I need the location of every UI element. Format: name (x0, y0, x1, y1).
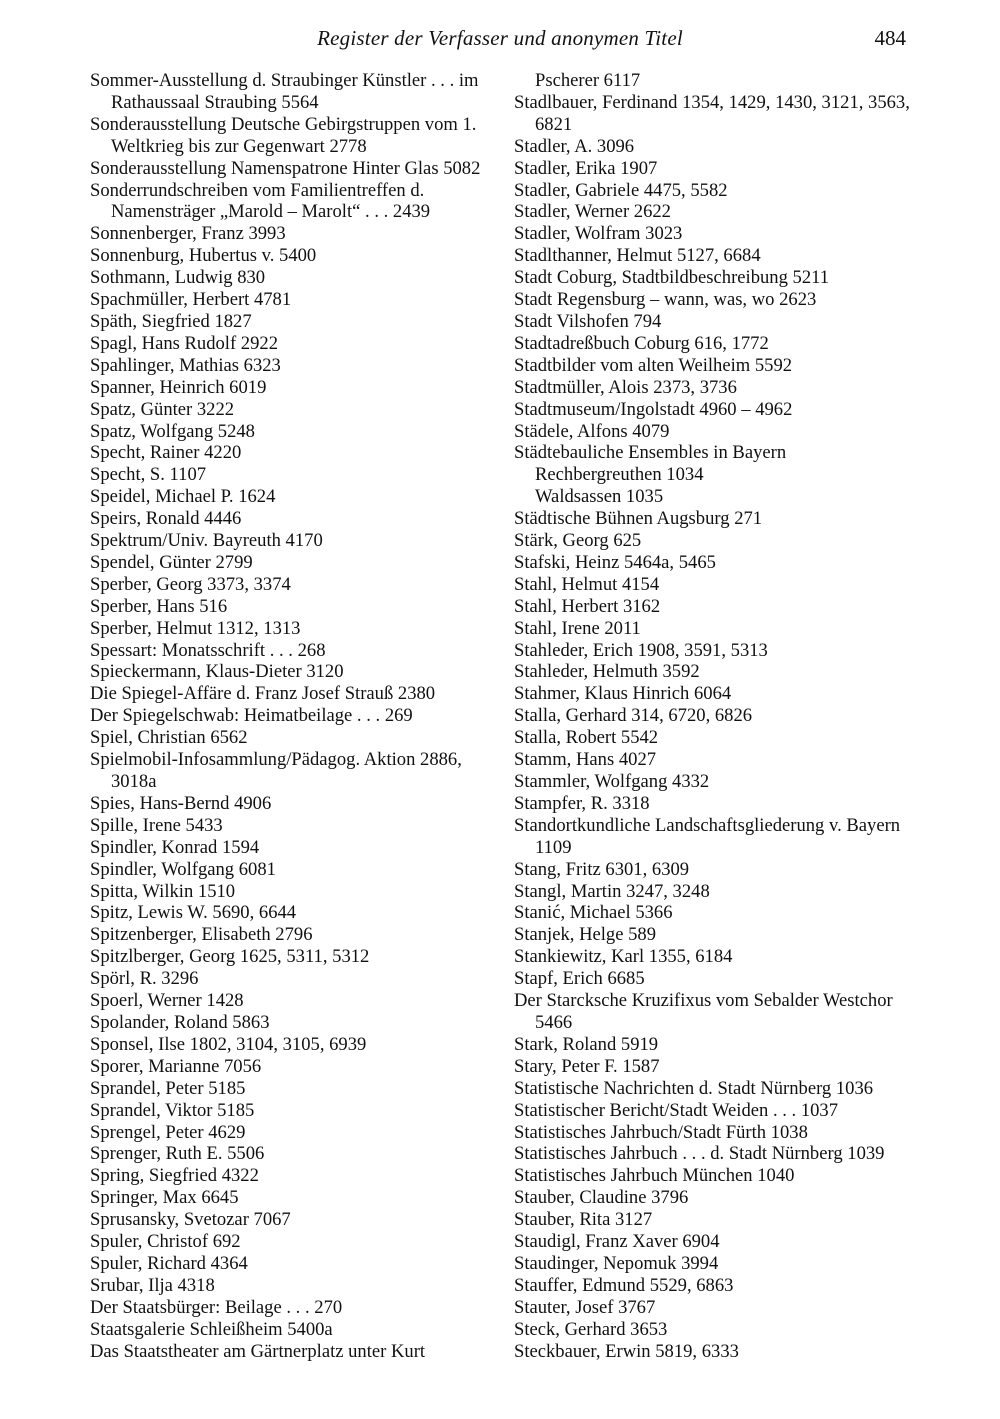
index-entry: Sonderausstellung Deutsche Gebirgstruppen vom 1. Weltkrieg bis zur Gegenwart 2778 (90, 113, 481, 157)
index-entry: Stauber, Claudine 3796 (514, 1187, 689, 1209)
index-entry: Stadler, Gabriele 4475, 5582 (514, 179, 728, 201)
index-entry: Stahl, Herbert 3162 (514, 595, 661, 617)
index-entry: Stahleder, Erich 1908, 3591, 5313 (514, 639, 768, 661)
index-entry: Stauffer, Edmund 5529, 6863 (514, 1274, 734, 1296)
index-entry: Stahl, Irene 2011 (514, 617, 641, 639)
index-entry: Spendel, Günter 2799 (90, 551, 253, 573)
index-entry: Stang, Fritz 6301, 6309 (514, 858, 690, 880)
index-entry: Städele, Alfons 4079 (514, 420, 670, 442)
index-entry: Sporer, Marianne 7056 (90, 1055, 262, 1077)
index-entry: Standortkundliche Landschaftsgliederung v. Bayern 1109 (514, 814, 905, 858)
index-entry: Spuler, Richard 4364 (90, 1252, 248, 1274)
index-entry: Spring, Siegfried 4322 (90, 1165, 259, 1187)
index-entry: Spitzlberger, Georg 1625, 5311, 5312 (90, 946, 370, 968)
index-entry: Stadtmuseum/Ingolstadt 4960 – 4962 (514, 398, 793, 420)
index-entry: Stadtadreßbuch Coburg 616, 1772 (514, 332, 769, 354)
index-entry: Sonderausstellung Namenspatrone Hinter Glas 5082 (90, 157, 481, 179)
index-entry: Spektrum/Univ. Bayreuth 4170 (90, 530, 323, 552)
index-entry: Der Starcksche Kruzifixus vom Sebalder Westchor 5466 (514, 990, 898, 1033)
index-entry: Specht, Rainer 4220 (90, 442, 242, 464)
index-entry: Stanić, Michael 5366 (514, 902, 673, 924)
index-entry: Stary, Peter F. 1587 (514, 1055, 660, 1077)
index-column-left (90, 70, 492, 1362)
index-entry: Staatsgalerie Schleißheim 5400a (90, 1318, 333, 1340)
index-entry: Statistisches Jahrbuch . . . d. Stadt Nürnberg 1039 (514, 1143, 885, 1165)
index-entry: Spuler, Christof 692 (90, 1231, 241, 1253)
index-entry: Stankiewitz, Karl 1355, 6184 (514, 946, 733, 968)
index-entry: Stamm, Hans 4027 (514, 749, 657, 771)
index-entry: Städtebauliche Ensembles in Bayern (514, 442, 787, 464)
index-entry: Stadlthanner, Helmut 5127, 6684 (514, 245, 761, 267)
index-entry: Stadler, Werner 2622 (514, 201, 671, 223)
index-entry: Pscherer 6117 (535, 70, 641, 91)
index-entry: Stafski, Heinz 5464a, 5465 (514, 551, 716, 573)
index-entry: Die Spiegel-Affäre d. Franz Josef Strauß 2380 (90, 683, 436, 705)
index-entry: Spies, Hans-Bernd 4906 (90, 792, 272, 814)
index-entry: Städtische Bühnen Augsburg 271 (514, 508, 763, 530)
index-entry: Stanjek, Helge 589 (514, 924, 657, 946)
index-entry: Stapf, Erich 6685 (514, 968, 645, 990)
index-entry: Spindler, Wolfgang 6081 (90, 858, 276, 880)
index-entry: Stauter, Josef 3767 (514, 1296, 656, 1318)
index-entry: Stauber, Rita 3127 (514, 1209, 653, 1231)
index-entry: Stadler, Wolfram 3023 (514, 223, 683, 245)
index-entry: Stahl, Helmut 4154 (514, 573, 660, 595)
index-entry: Spitz, Lewis W. 5690, 6644 (90, 902, 297, 924)
index-entry: Steckbauer, Erwin 5819, 6333 (514, 1340, 739, 1362)
index-entry: Stahmer, Klaus Hinrich 6064 (514, 683, 732, 705)
index-entry: Sperber, Hans 516 (90, 595, 228, 617)
index-entry: Der Staatsbürger: Beilage . . . 270 (90, 1296, 343, 1318)
index-entry: Spahlinger, Mathias 6323 (90, 354, 281, 376)
index-entry: Stärk, Georg 625 (514, 530, 642, 552)
index-entry: Spatz, Günter 3222 (90, 398, 235, 420)
index-entry: Spoerl, Werner 1428 (90, 990, 244, 1012)
index-entry: Späth, Siegfried 1827 (90, 310, 252, 332)
index-entry: Stadt Vilshofen 794 (514, 310, 662, 332)
index-entry: Das Staatstheater am Gärtnerplatz unter Kurt (90, 1340, 426, 1362)
index-entry: Rechbergreuthen 1034 (535, 464, 704, 486)
index-entry: Stalla, Gerhard 314, 6720, 6826 (514, 705, 753, 727)
index-entry: Stadt Regensburg – wann, was, wo 2623 (514, 289, 817, 311)
index-entry: Sprandel, Viktor 5185 (90, 1099, 255, 1121)
index-entry: Srubar, Ilja 4318 (90, 1274, 215, 1296)
index-entry: Spindler, Konrad 1594 (90, 836, 260, 858)
index-entry: Sonnenberger, Franz 3993 (90, 223, 286, 245)
index-entry: Speirs, Ronald 4446 (90, 508, 242, 530)
index-entry: Spachmüller, Herbert 4781 (90, 289, 292, 311)
index-entry: Sommer-Ausstellung d. Straubinger Künstler . . . im Rathaussaal Straubing 5564 (90, 70, 484, 113)
index-entry: Speidel, Michael P. 1624 (90, 486, 276, 508)
index-entry: Spanner, Heinrich 6019 (90, 376, 267, 398)
index-entry: Sponsel, Ilse 1802, 3104, 3105, 6939 (90, 1033, 367, 1055)
index-entry: Spiel, Christian 6562 (90, 727, 248, 749)
index-entry: Waldsassen 1035 (535, 486, 664, 508)
index-entry: Sonderrundschreiben vom Familientreffen d. Namensträger „Marold – Marolt“ . . . 2439 (90, 179, 431, 223)
running-title: Register der Verfasser und anonymen Titel (317, 26, 683, 50)
index-entry: Sprenger, Ruth E. 5506 (90, 1143, 265, 1165)
index-entry: Spessart: Monatsschrift . . . 268 (90, 639, 326, 661)
index-entry: Stadtmüller, Alois 2373, 3736 (514, 376, 737, 398)
index-entry: Stadler, Erika 1907 (514, 157, 658, 179)
index-entry: Stampfer, R. 3318 (514, 792, 650, 814)
index-entry: Statistischer Bericht/Stadt Weiden . . . 1037 (514, 1099, 839, 1121)
index-entry: Sperber, Georg 3373, 3374 (90, 573, 291, 595)
index-entry: Spatz, Wolfgang 5248 (90, 420, 255, 442)
index-column-right (514, 70, 916, 1362)
index-entry: Spagl, Hans Rudolf 2922 (90, 332, 278, 354)
index-entry: Stahleder, Helmuth 3592 (514, 661, 700, 683)
index-entry: Stadt Coburg, Stadtbildbeschreibung 5211 (514, 267, 830, 289)
index-entry: Stark, Roland 5919 (514, 1033, 659, 1055)
index-entry: Staudinger, Nepomuk 3994 (514, 1252, 719, 1274)
index-entry: Sprusansky, Svetozar 7067 (90, 1209, 291, 1231)
index-entry: Spörl, R. 3296 (90, 968, 199, 990)
index-entry: Sprengel, Peter 4629 (90, 1121, 246, 1143)
index-entry: Steck, Gerhard 3653 (514, 1318, 668, 1340)
index-entry: Stammler, Wolfgang 4332 (514, 771, 710, 792)
index-entry: Spitzenberger, Elisabeth 2796 (90, 924, 313, 946)
index-entry: Der Spiegelschwab: Heimatbeilage . . . 269 (90, 705, 413, 727)
index-entry: Spille, Irene 5433 (90, 814, 223, 836)
index-entry: Sperber, Helmut 1312, 1313 (90, 617, 301, 639)
index-entry: Spitta, Wilkin 1510 (90, 880, 236, 902)
index-entry: Sothmann, Ludwig 830 (90, 267, 266, 289)
index-entry: Stangl, Martin 3247, 3248 (514, 880, 710, 902)
index-entry: Stadler, A. 3096 (514, 135, 635, 157)
index-entry: Stadtbilder vom alten Weilheim 5592 (514, 354, 793, 376)
index-entry: Sonnenburg, Hubertus v. 5400 (90, 245, 317, 267)
index-entry: Spolander, Roland 5863 (90, 1011, 270, 1033)
index-entry: Stalla, Robert 5542 (514, 727, 659, 749)
index-entry: Staudigl, Franz Xaver 6904 (514, 1231, 720, 1253)
index-entry: Spieckermann, Klaus-Dieter 3120 (90, 661, 344, 683)
index-entry: Statistische Nachrichten d. Stadt Nürnberg 1036 (514, 1077, 874, 1099)
index-entry: Statistisches Jahrbuch München 1040 (514, 1165, 795, 1187)
index-entry: Specht, S. 1107 (90, 464, 207, 486)
page-number: 484 (874, 26, 906, 50)
index-entry: Sprandel, Peter 5185 (90, 1077, 246, 1099)
index-entry: Springer, Max 6645 (90, 1187, 239, 1209)
index-entry: Stadlbauer, Ferdinand 1354, 1429, 1430, 3121, 3563, 6821 (514, 91, 915, 135)
index-entry: Spielmobil-Infosammlung/Pädagog. Aktion 2886, 3018a (90, 749, 467, 792)
index-entry: Statistisches Jahrbuch/Stadt Fürth 1038 (514, 1121, 808, 1143)
